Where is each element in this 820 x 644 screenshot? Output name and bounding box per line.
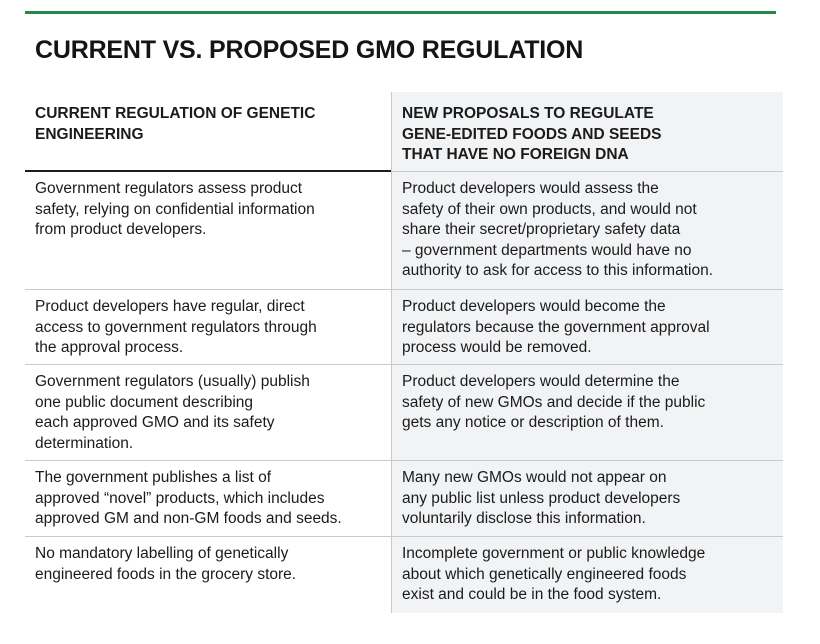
proposed-regulation-cell: Incomplete government or public knowledge about which genetically engineered foods exist and could be in the food system. — [391, 537, 783, 613]
column-header-current: CURRENT REGULATION OF GENETIC ENGINEERING — [25, 92, 391, 172]
table-row — [25, 365, 783, 461]
current-regulation-cell: The government publishes a list of approved “novel” products, which includes approved GM and non-GM foods and seeds. — [25, 461, 391, 537]
current-regulation-cell: Government regulators (usually) publish one public document describing each approved GMO and its safety determination. — [25, 365, 391, 461]
page-title: CURRENT VS. PROPOSED GMO REGULATION — [35, 36, 584, 64]
proposed-regulation-cell: Product developers would assess the safety of their own products, and would not share their secret/proprietary safety data – government departments would have no authority to ask for access to this information. — [391, 172, 783, 290]
table-row — [25, 172, 783, 290]
proposed-regulation-cell: Product developers would determine the safety of new GMOs and decide if the public gets any notice or description of them. — [391, 365, 783, 461]
current-regulation-cell: Product developers have regular, direct access to government regulators through the approval process. — [25, 290, 391, 365]
top-accent-rule — [25, 11, 776, 14]
proposed-regulation-cell: Product developers would become the regulators because the government approval process would be removed. — [391, 290, 783, 365]
table-row — [25, 537, 783, 613]
current-regulation-cell: No mandatory labelling of genetically engineered foods in the grocery store. — [35, 545, 297, 583]
current-regulation-cell: Government regulators assess product safety, relying on confidential information from product developers. — [25, 172, 391, 290]
table-row — [25, 290, 783, 365]
comparison-table — [25, 92, 783, 613]
table-header-row — [25, 92, 783, 172]
table-row — [25, 461, 783, 537]
column-header-proposed: NEW PROPOSALS TO REGULATE GENE-EDITED FOODS AND SEEDS THAT HAVE NO FOREIGN DNA — [391, 92, 783, 172]
proposed-regulation-cell: Many new GMOs would not appear on any public list unless product developers voluntarily disclose this information. — [391, 461, 783, 537]
